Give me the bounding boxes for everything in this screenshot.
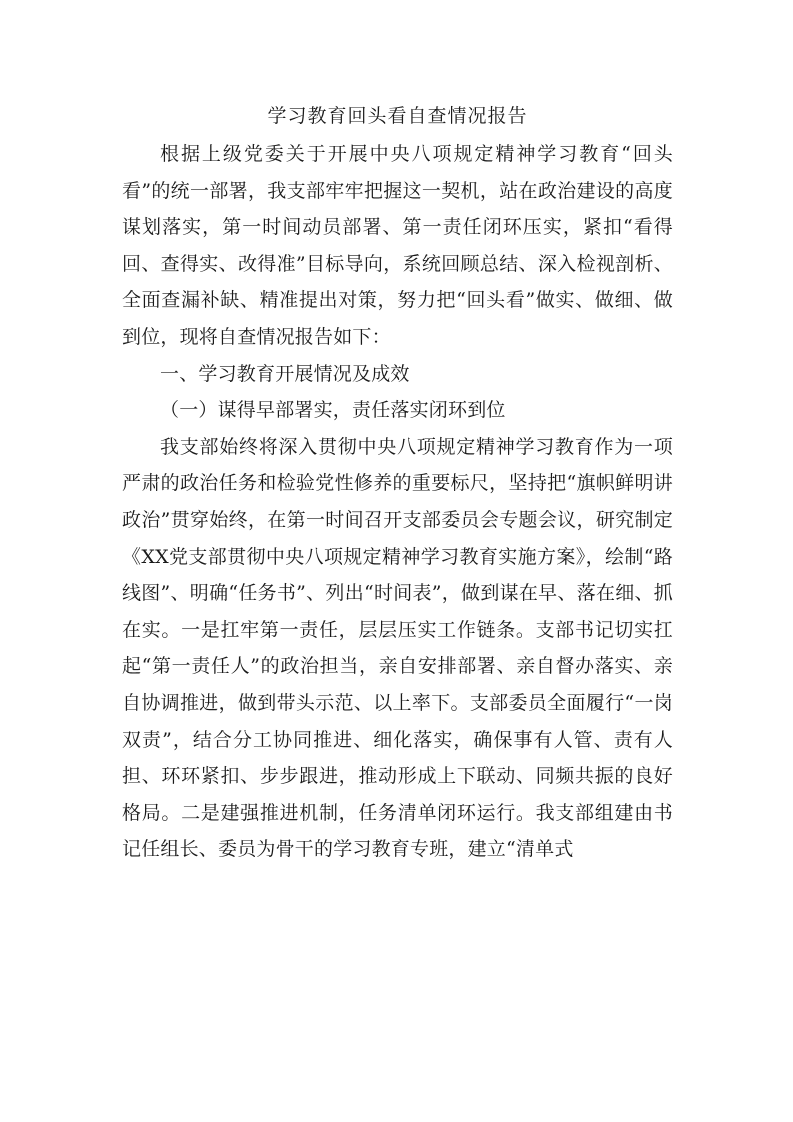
document-page: [122, 102, 673, 941]
section-heading: 一、学习教育开展情况及成效: [160, 362, 410, 385]
intro-paragraph: 根据上级党委关于开展中央八项规定精神学习教育“回头看”的统一部署，我支部牢牢把握这一契机，站在政治建设的高度谋划落实，第一时间动员部署、第一责任闭环压实，紧扣“看得回、查得实、改得准”目标导向，系统回顾总结、深入检视剖析、全面查漏补缺、精准提出对策，努力把“回头看”做实、做细、做到位，现将自查情况报告如下：: [122, 143, 673, 348]
document-title: 学习教育回头看自查情况报告: [267, 105, 528, 127]
subsection-heading: （一）谋得早部署实，责任落实闭环到位: [160, 399, 506, 422]
body-paragraph: 我支部始终将深入贯彻中央八项规定精神学习教育作为一项严肃的政治任务和检验党性修养的重要标尺，坚持把“旗帜鲜明讲政治”贯穿始终，在第一时间召开支部委员会专题会议，研究制定《XX党支部贯彻中央八项规定精神学习教育实施方案》，绘制“路线图”、明确“任务书”、列出“时间表”，做到谋在早、落在细、抓在实。一是扛牢第一责任，层层压实工作链条。支部书记切实扛起“第一责任人”的政治担当，亲自安排部署、亲自督办落实、亲自协调推进，做到带头示范、以上率下。支部委员全面履行“一岗双责”，结合分工协同推进、细化落实，确保事有人管、责有人担、环环紧扣、步步跟进，推动形成上下联动、同频共振的良好格局。二是建强推进机制，任务清单闭环运行。我支部组建由书记任组长、委员为骨干的学习教育专班，建立“清单式: [122, 435, 673, 861]
